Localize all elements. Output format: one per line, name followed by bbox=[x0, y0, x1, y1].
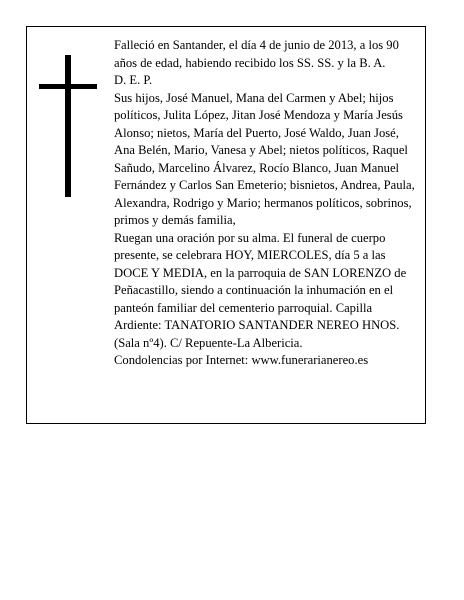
obituary-notice bbox=[26, 26, 426, 424]
rest-in-peace: D. E. P. bbox=[114, 73, 153, 87]
funeral-details: Ruegan una oración por su alma. El funeral de cuerpo presente, se celebrara HOY, MIERCOLES, día 5 a las DOCE Y MEDIA, en la parroquia de SAN LORENZO de Peñacastillo, siendo a continuación la inhumación en el panteón familiar del cementerio parroquial. Capilla Ardiente: TANATORIO SANTANDER NEREO HNOS. (Sala nº4). C/ Repuente-La Albericia. bbox=[114, 230, 407, 350]
condolences-line: Condolencias por Internet: www.funerarianereo.es bbox=[114, 353, 369, 367]
cross-horizontal-bar bbox=[39, 84, 97, 89]
death-announcement: Falleció en Santander, el día 4 de junio de 2013, a los 90 años de edad, habiendo recibido los SS. SS. y la B. A. bbox=[114, 38, 399, 70]
latin-cross-icon bbox=[39, 55, 97, 197]
family-mourners: Sus hijos, José Manuel, Mana del Carmen y Abel; hijos políticos, Julita López, Jitan José Mendoza y María Jesús Alonso; nietos, María del Puerto, José Waldo, Juan José, Ana Belén, Mario, Vanesa y Abel; nietos políticos, Raquel Sañudo, Marcelino Álvarez, Rocío Blanco, Juan Manuel Fernández y Carlos San Emeterio; bisnietos, Andrea, Paula, Alexandra, Rodrigo y Mario; hermanos políticos, sobrinos, primos y demás familia, bbox=[114, 90, 415, 227]
cross-vertical-bar bbox=[65, 55, 71, 197]
obituary-text bbox=[114, 37, 420, 370]
